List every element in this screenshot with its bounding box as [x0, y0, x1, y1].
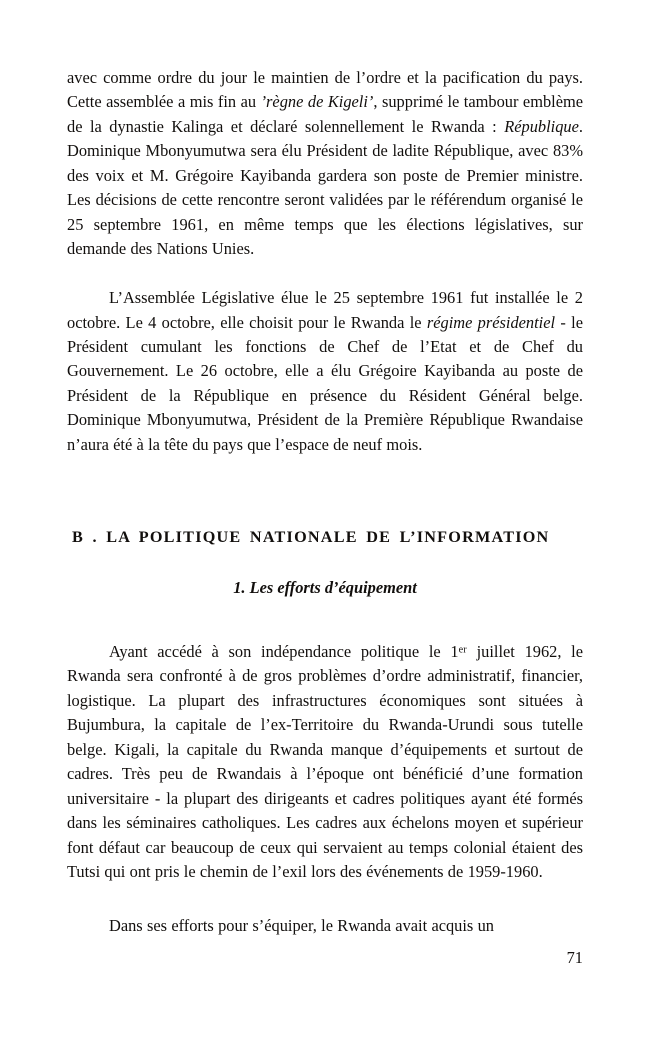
- text-block-upper: [67, 66, 583, 457]
- text-block-final: [67, 914, 583, 938]
- paragraph-1-segment-3: , supprimé le tambour emblème de la dynastie Kalinga et déclaré solennellement le Rwanda :: [67, 92, 583, 136]
- paragraph-assemblee-legislative: [67, 286, 583, 457]
- paragraph-continuation: [67, 66, 583, 262]
- paragraph-2-italic-regime-presidentiel: régime présidentiel: [426, 312, 556, 332]
- paragraph-1-italic-regne-de-kigeli: ’règne de Kigeli’: [260, 92, 374, 112]
- paragraph-2-segment-3: - le Président cumulant les fonctions de Chef de l’Etat et de Chef du Gouvernement. Le 26 octobre, elle a élu Grégoire Kayibanda au poste de Président de la République en présence du Résident Général belge. Dominique Mbonyumutwa, Président de la Première République Rwandaise n’aura été à la tête du pays que l’espace de neuf mois.: [67, 312, 583, 454]
- text-block-lower: [67, 640, 583, 885]
- ordinal-superscript-er: er: [458, 644, 467, 656]
- paragraph-spacer: [67, 262, 583, 286]
- sub-heading-les-efforts-dequipement: 1. Les efforts d’équipement: [233, 578, 417, 597]
- paragraph-independance-politique: [67, 640, 583, 885]
- paragraph-2-segment-1: L’Assemblée Législative élue le 25 septembre 1961 fut installée le 2 octobre. Le 4 octobre, elle choisit pour le Rwanda le: [67, 288, 583, 332]
- paragraph-3-segment-1: Ayant accédé à son indépendance politique le 1: [109, 642, 459, 661]
- paragraph-1-italic-republique: République: [504, 116, 579, 136]
- paragraph-1-segment-5: . Dominique Mbonyumutwa sera élu Président de ladite République, avec 83% des voix et M. Grégoire Kayibanda gardera son poste de Premier ministre. Les décisions de cette rencontre seront validées par le référendum organisé le 25 septembre 1961, en même temps que les élections législatives, sur demande des Nations Unies.: [67, 116, 583, 259]
- section-heading-b: B . LA POLITIQUE NATIONALE DE L’INFORMATION: [72, 528, 550, 546]
- paragraph-dans-ses-efforts: Dans ses efforts pour s’équiper, le Rwanda avait acquis un: [109, 916, 495, 935]
- page-number: 71: [566, 948, 583, 967]
- paragraph-1-segment-1: avec comme ordre du jour le maintien de l’ordre et la pacification du pays. Cette assemblée a mis fin au: [67, 68, 583, 112]
- paragraph-3-segment-3: juillet 1962, le Rwanda sera confronté à de gros problèmes d’ordre administratif, financier, logistique. La plupart des infrastructures économiques sont situées à Bujumbura, la capitale de l’ex-Territoire du Rwanda-Urundi sous tutelle belge. Kigali, la capitale du Rwanda manque d’équipements et surtout de cadres. Très peu de Rwandais à l’époque ont bénéficié d’une formation universitaire - la plupart des dirigeants et cadres politiques ayant été formés dans les séminaires catholiques. Les cadres aux échelons moyen et supérieur font défaut car beaucoup de ceux qui servaient au temps colonial étaient des Tutsi qui ont pris le chemin de l’exil lors des événements de 1959-1960.: [67, 642, 583, 882]
